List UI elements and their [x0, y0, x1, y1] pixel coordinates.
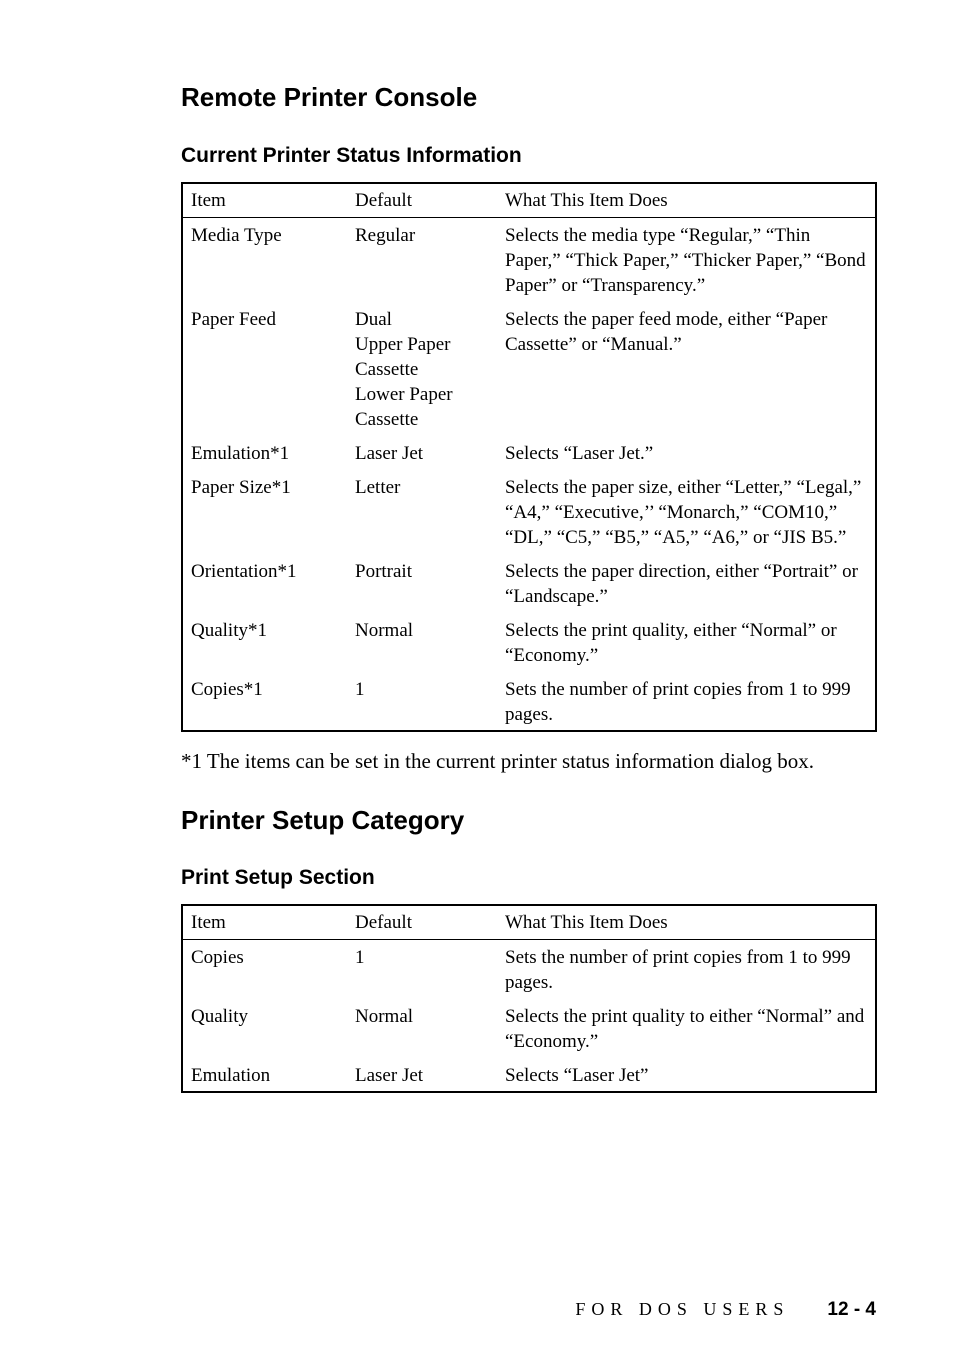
cell-item: Quality*1 — [191, 620, 267, 641]
subsection-title-print-setup-section: Print Setup Section — [181, 866, 375, 889]
setup-table-body — [182, 940, 876, 1093]
cell-default-line: Lower Paper — [355, 384, 453, 405]
cell-item: Orientation*1 — [191, 561, 297, 582]
subsection-title-status-information: Current Printer Status Information — [181, 144, 522, 167]
cell-description: Selects the paper direction, either “Portrait” or “Landscape.” — [505, 561, 858, 607]
cell-default-line: Portrait — [355, 561, 412, 582]
section-title-remote-printer-console: Remote Printer Console — [181, 82, 478, 112]
cell-item: Paper Size*1 — [191, 477, 291, 498]
cell-default — [347, 672, 497, 731]
cell-default — [347, 1058, 497, 1092]
cell-default — [347, 554, 497, 613]
column-header-default: Default — [347, 905, 497, 940]
cell-default-line: Normal — [355, 1006, 414, 1027]
cell-default-line: Laser Jet — [355, 1065, 424, 1086]
cell-default — [347, 436, 497, 470]
section-title-printer-setup-category: Printer Setup Category — [181, 805, 465, 835]
table-row — [182, 436, 876, 470]
cell-default — [347, 999, 497, 1058]
cell-item: Quality — [191, 1006, 248, 1027]
cell-description: Selects the print quality, either “Normal” or “Economy.” — [505, 620, 837, 666]
table-row — [182, 470, 876, 554]
cell-default-line: 1 — [355, 947, 365, 968]
table-row — [182, 554, 876, 613]
cell-description: Sets the number of print copies from 1 to 999 pages. — [505, 947, 851, 993]
cell-default-line: Normal — [355, 620, 414, 641]
cell-default-line: Letter — [355, 477, 401, 498]
cell-default-line: Cassette — [355, 359, 419, 380]
cell-default — [347, 218, 497, 303]
print-setup-table — [181, 904, 877, 1093]
table-row — [182, 1058, 876, 1092]
cell-description: Selects the paper size, either “Letter,” “Legal,” “A4,” “Executive,’’ “Monarch,” “COM10,” “DL,” “C5,” “B5,” “A5,” “A6,” or “JIS B5.” — [505, 477, 862, 548]
table-row — [182, 218, 876, 303]
column-header-default: Default — [347, 183, 497, 218]
table-row — [182, 302, 876, 436]
cell-description: Selects the media type “Regular,” “Thin Paper,” “Thick Paper,” “Thicker Paper,” “Bond Paper” or “Transparency.” — [505, 225, 866, 296]
column-header-item: Item — [182, 905, 347, 940]
table-row — [182, 940, 876, 1000]
cell-description: Sets the number of print copies from 1 to 999 pages. — [505, 679, 851, 725]
cell-item: Media Type — [191, 225, 282, 246]
column-header-description: What This Item Does — [497, 183, 876, 218]
cell-default-line: 1 — [355, 679, 365, 700]
cell-description: Selects the paper feed mode, either “Paper Cassette” or “Manual.” — [505, 309, 828, 355]
cell-default — [347, 302, 497, 436]
cell-item: Emulation — [191, 1065, 271, 1086]
table-header-row — [182, 183, 876, 218]
footnote: *1 The items can be set in the current printer status information dialog box. — [181, 749, 814, 773]
cell-item: Paper Feed — [191, 309, 276, 330]
cell-description: Selects the print quality to either “Normal” and “Economy.” — [505, 1006, 865, 1052]
cell-default — [347, 613, 497, 672]
table-row — [182, 672, 876, 731]
column-header-description: What This Item Does — [497, 905, 876, 940]
status-information-table — [181, 182, 877, 732]
cell-default — [347, 470, 497, 554]
cell-default-line: Cassette — [355, 409, 419, 430]
cell-default-line: Dual — [355, 309, 392, 330]
cell-item: Emulation*1 — [191, 443, 290, 464]
cell-item: Copies — [191, 947, 244, 968]
footer-section-label: FOR DOS USERS — [575, 1299, 790, 1319]
table-header-row — [182, 905, 876, 940]
status-table-body — [182, 218, 876, 732]
cell-default-line: Regular — [355, 225, 416, 246]
table-row — [182, 613, 876, 672]
cell-default — [347, 940, 497, 1000]
cell-item: Copies*1 — [191, 679, 263, 700]
cell-default-line: Laser Jet — [355, 443, 424, 464]
cell-description: Selects “Laser Jet.” — [505, 443, 654, 464]
cell-default-line: Upper Paper — [355, 334, 451, 355]
cell-description: Selects “Laser Jet” — [505, 1065, 649, 1086]
page-footer — [575, 1299, 876, 1321]
table-row — [182, 999, 876, 1058]
page-number: 12 - 4 — [827, 1299, 876, 1320]
column-header-item: Item — [182, 183, 347, 218]
